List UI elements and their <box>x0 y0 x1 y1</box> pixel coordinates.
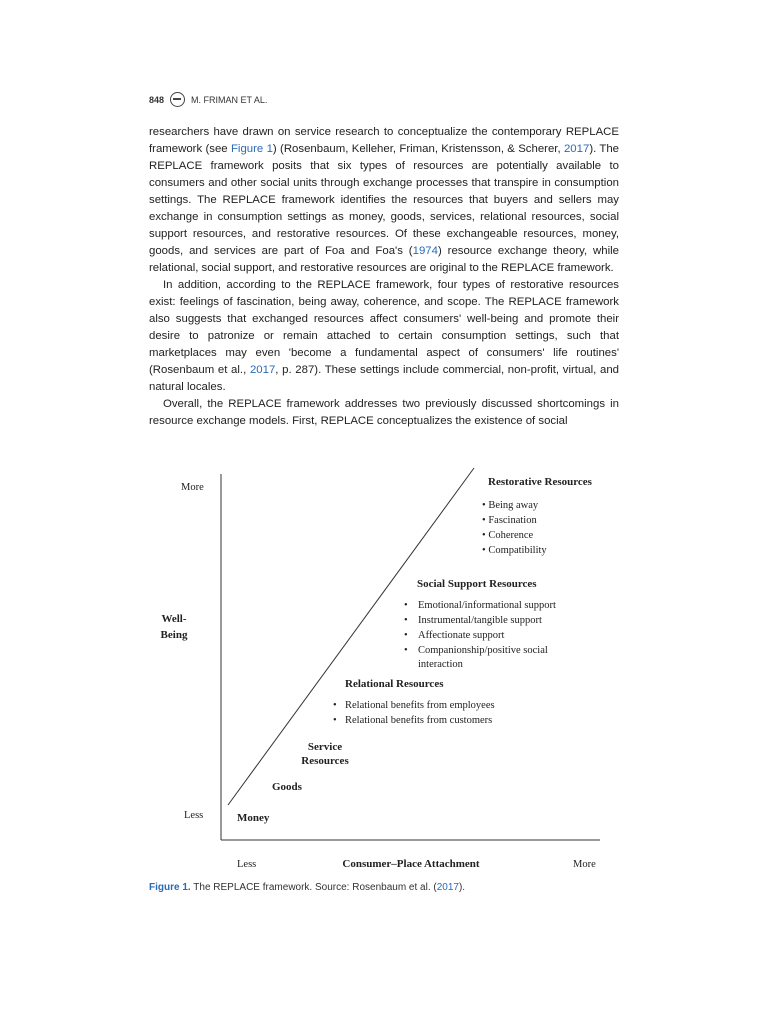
relational-title: Relational Resources <box>345 678 444 690</box>
goods-label: Goods <box>272 781 302 793</box>
social-support-title: Social Support Resources <box>417 578 537 590</box>
relational-item: • Relational benefits from customers <box>333 715 493 726</box>
social-support-item: • Emotional/informational support <box>404 600 556 611</box>
restorative-title: Restorative Resources <box>488 476 592 488</box>
restorative-item: • Fascination <box>482 515 537 526</box>
p1-text-d: ) resource exchange theory, while relational, social support, and restorative resources are original to the REPLACE framework. <box>149 245 619 274</box>
x-axis-more: More <box>573 859 596 870</box>
citation-2017-link[interactable]: 2017 <box>563 143 590 155</box>
p1-text-c: ). The REPLACE framework posits that six types of resources are potentially available to consumers and other social units through exchange processes that transpire in consumption settings. The REPLACE framework identifies the resources that buyers and sellers may exchange in consumption settings as money, goods, services, relational resources, social support resources, and restorative resources. Of these exchangeable resources, money, goods, and services are part of Foa and Foa's ( <box>149 143 620 257</box>
x-axis-label: Consumer–Place Attachment <box>342 858 480 870</box>
caption-label: Figure 1. <box>149 882 191 893</box>
caption-citation-link[interactable]: 2017 <box>436 882 459 893</box>
money-label: Money <box>237 812 270 824</box>
page-number: 848 <box>149 94 165 105</box>
social-support-list <box>404 600 556 670</box>
p1-text-b: ) (Rosenbaum, Kelleher, Friman, Kristensson, & Scherer, <box>272 143 564 155</box>
x-axis-less: Less <box>237 859 257 870</box>
restorative-item: • Compatibility <box>482 545 547 556</box>
citation-2017-link-2[interactable]: 2017 <box>249 364 276 376</box>
relational-item: • Relational benefits from employees <box>333 700 495 711</box>
running-authors: M. FRIMAN ET AL. <box>191 94 268 105</box>
p2-text-b: , p. 287). These settings include commercial, non-profit, virtual, and natural locales. <box>149 364 619 393</box>
p3-text: Overall, the REPLACE framework addresses two previously discussed shortcomings in resource exchange models. First, REPLACE conceptualizes the existence of social <box>149 398 619 427</box>
y-axis-label-line2: Being <box>160 629 188 641</box>
social-support-item: • Affectionate support <box>404 630 505 641</box>
citation-1974-link[interactable]: 1974 <box>412 245 438 257</box>
figure-caption <box>149 882 465 893</box>
relational-list <box>333 700 495 726</box>
y-axis-label-line1: Well- <box>161 613 187 625</box>
p2-text-a: In addition, according to the REPLACE framework, four types of restorative resources exist: feelings of fascination, being away, coherence, and scope. The REPLACE framework also suggests that exchanged resources affect consumers' well-being and promote their desire to patronize or remain attached to certain consumption settings, such that marketplaces may even 'become a fundamental aspect of consumers' life routines' (Rosenbaum et al., <box>149 279 619 376</box>
restorative-item: • Coherence <box>482 530 534 541</box>
social-support-item: • Companionship/positive social <box>404 645 548 656</box>
y-axis-more: More <box>181 482 204 493</box>
restorative-list <box>482 500 547 556</box>
y-axis-less: Less <box>184 810 204 821</box>
caption-text: The REPLACE framework. Source: Rosenbaum et al. ( <box>190 882 437 893</box>
p1-text-a: researchers have drawn on service research to conceptualize the contemporary REPLACE framework (see <box>149 126 619 155</box>
social-support-item-continued: interaction <box>418 659 463 670</box>
service-title-line2: Resources <box>301 755 349 767</box>
figure-1-link[interactable]: Figure 1 <box>230 143 273 155</box>
service-title-line1: Service <box>307 741 343 753</box>
caption-end: ). <box>458 882 466 893</box>
restorative-item: • Being away <box>482 500 539 511</box>
social-support-item: • Instrumental/tangible support <box>404 615 542 626</box>
